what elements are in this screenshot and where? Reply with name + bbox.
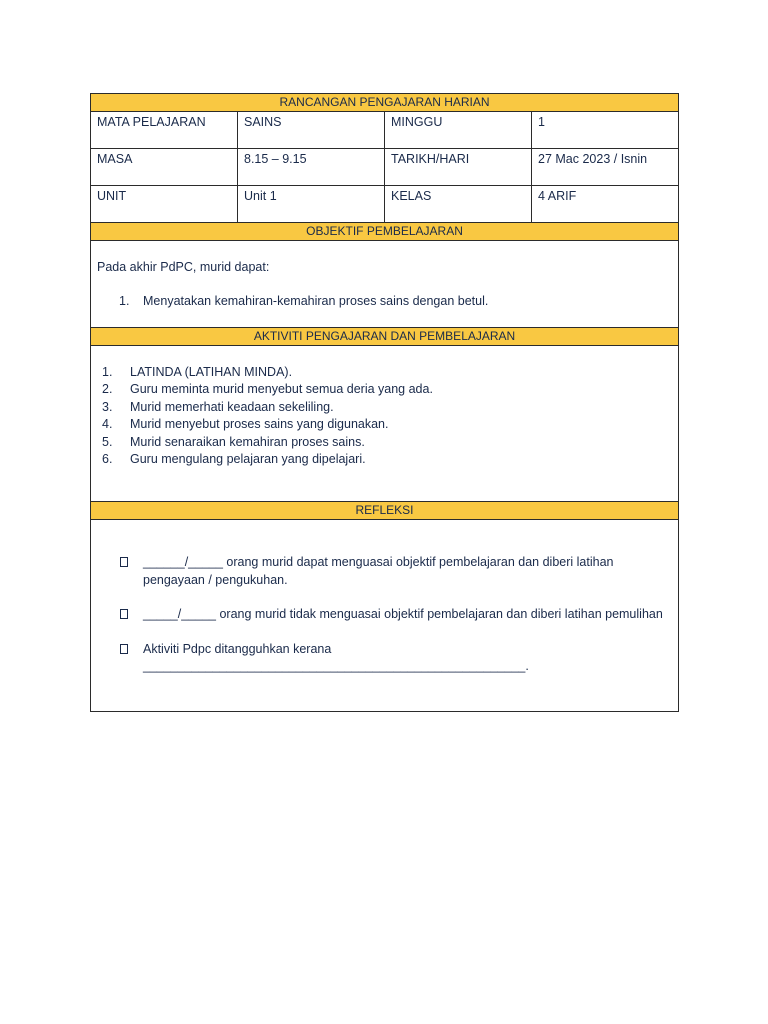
info-row xyxy=(91,186,679,223)
info-value: 4 ARIF xyxy=(532,186,679,223)
list-number: 4. xyxy=(102,417,113,432)
info-value: 8.15 – 9.15 xyxy=(238,149,385,186)
aktiviti-heading: AKTIVITI PENGAJARAN DAN PEMBELAJARAN xyxy=(91,328,679,346)
list-text: Aktiviti Pdpc ditangguhkan kerana _______________________________________________________. xyxy=(143,641,529,673)
info-value: 27 Mac 2023 / Isnin xyxy=(532,149,679,186)
refleksi-section xyxy=(91,520,679,712)
objektif-section xyxy=(91,241,679,328)
list-number: 1. xyxy=(119,294,130,308)
list-item xyxy=(97,554,672,589)
list-number: 2. xyxy=(102,382,113,397)
info-row xyxy=(91,112,679,149)
list-number: 6. xyxy=(102,452,113,467)
list-item xyxy=(97,364,672,381)
list-number: 1. xyxy=(102,365,113,379)
info-label: UNIT xyxy=(91,186,238,223)
list-item xyxy=(97,641,672,676)
checkbox-icon xyxy=(120,644,128,654)
plan-title: RANCANGAN PENGAJARAN HARIAN xyxy=(91,94,679,112)
list-number: 5. xyxy=(102,434,113,449)
lesson-plan-table xyxy=(90,93,679,712)
checkbox-icon xyxy=(120,557,128,567)
list-text: LATINDA (LATIHAN MINDA). xyxy=(130,365,293,379)
list-item xyxy=(97,451,672,468)
info-label: MASA xyxy=(91,149,238,186)
list-item xyxy=(97,416,672,433)
checkbox-icon xyxy=(120,609,128,619)
list-text: Murid memerhati keadaan sekeliling. xyxy=(130,399,334,414)
list-item xyxy=(97,606,672,624)
list-text: Guru meminta murid menyebut semua deria yang ada. xyxy=(130,382,433,397)
list-item xyxy=(97,434,672,451)
info-label: MATA PELAJARAN xyxy=(91,112,238,149)
list-text: Guru mengulang pelajaran yang dipelajari. xyxy=(130,452,366,467)
info-value: SAINS xyxy=(238,112,385,149)
list-item xyxy=(97,399,672,416)
info-label: KELAS xyxy=(385,186,532,223)
objektif-heading: OBJEKTIF PEMBELAJARAN xyxy=(91,223,679,241)
list-text: ______/_____ orang murid dapat menguasai objektif pembelajaran dan diberi latihan pengayaan / pengukuhan. xyxy=(143,555,614,587)
info-label: MINGGU xyxy=(385,112,532,149)
aktiviti-list xyxy=(97,364,672,468)
list-text: Murid senaraikan kemahiran proses sains. xyxy=(130,434,365,449)
aktiviti-section xyxy=(91,346,679,502)
list-text: Menyatakan kemahiran-kemahiran proses sains dengan betul. xyxy=(143,294,489,308)
objektif-intro: Pada akhir PdPC, murid dapat: xyxy=(97,260,270,274)
info-row xyxy=(91,149,679,186)
objektif-list xyxy=(97,293,672,309)
refleksi-list xyxy=(97,554,672,676)
list-text: Murid menyebut proses sains yang digunakan. xyxy=(130,417,389,432)
list-item xyxy=(97,293,672,309)
list-number: 3. xyxy=(102,399,113,414)
refleksi-heading: REFLEKSI xyxy=(91,502,679,520)
info-value: Unit 1 xyxy=(238,186,385,223)
info-label: TARIKH/HARI xyxy=(385,149,532,186)
info-value: 1 xyxy=(532,112,679,149)
list-text: _____/_____ orang murid tidak menguasai objektif pembelajaran dan diberi latihan pemulihan xyxy=(143,607,663,621)
list-item xyxy=(97,381,672,398)
